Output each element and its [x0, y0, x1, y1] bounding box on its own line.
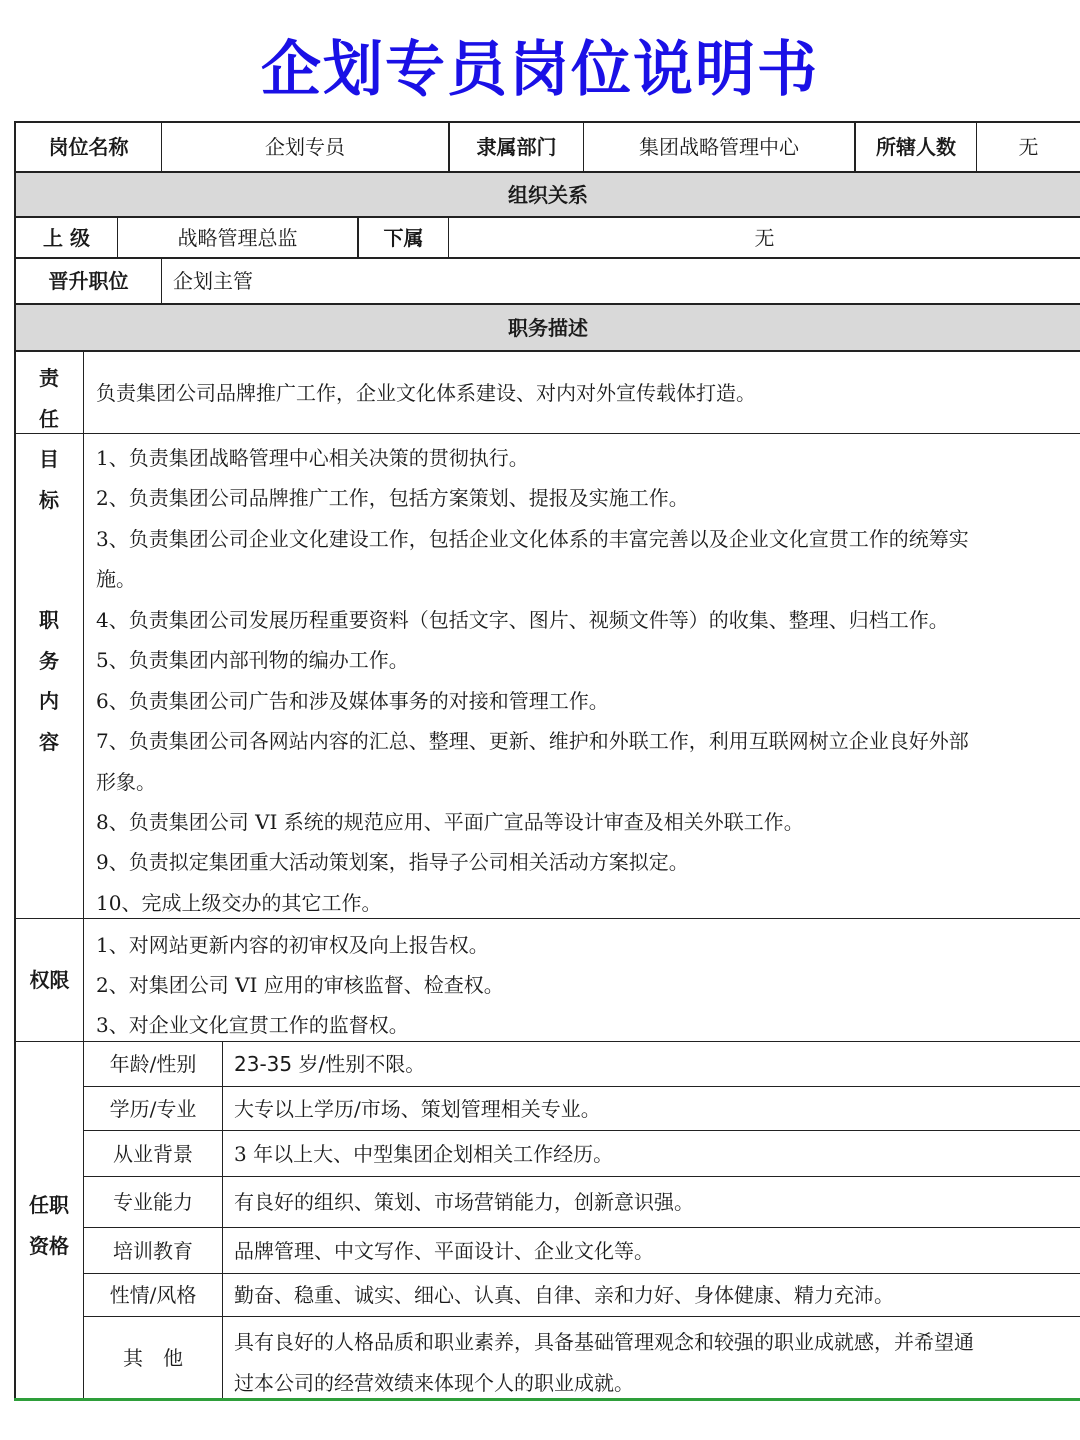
authority-label: 权限	[29, 968, 70, 992]
rule	[84, 1316, 1080, 1317]
qualification-row-value: 过本公司的经营效绩来体现个人的职业成就。	[234, 1371, 634, 1395]
promotion-value: 企划主管	[173, 269, 253, 293]
duty-item: 10、完成上级交办的其它工作。	[96, 891, 382, 915]
authority-item: 1、对网站更新内容的初审权及向上报告权。	[96, 933, 489, 957]
department-label: 隶属部门	[476, 135, 557, 159]
duty-item: 3、负责集团公司企业文化建设工作，包括企业文化体系的丰富完善以及企业文化宣贯工作的统筹实	[96, 527, 969, 551]
subordinate-value: 无	[754, 225, 775, 250]
staff-count-value: 无	[1018, 135, 1039, 159]
rule	[161, 257, 162, 304]
qualification-row-value: 勤奋、稳重、诚实、细心、认真、自律、亲和力好、身体健康、精力充沛。	[234, 1283, 894, 1307]
content-label-char: 容	[39, 729, 59, 754]
position-name-value: 企划专员	[265, 135, 345, 159]
goal-label-line: 责任	[39, 366, 59, 431]
duty-item: 4、负责集团公司发展历程重要资料（包括文字、图片、视频文件等）的收集、整理、归档工作。	[96, 608, 949, 632]
qualification-label-line: 任职	[29, 1193, 69, 1217]
qualification-row-value: 品牌管理、中文写作、平面设计、企业文化等。	[234, 1238, 654, 1263]
subordinate-label: 下属	[383, 225, 424, 250]
qualification-row-value: 具有良好的人格品质和职业素养，具备基础管理观念和较强的职业成就感，并希望通	[234, 1330, 974, 1354]
qualification-row-value: 23-35 岁/性别不限。	[234, 1052, 426, 1076]
content-label-char: 内	[39, 689, 59, 713]
authority-item: 3、对企业文化宣贯工作的监督权。	[96, 1013, 409, 1037]
qualification-label	[26, 1185, 72, 1266]
rule	[222, 1041, 223, 1399]
authority-item: 2、对集团公司 VI 应用的审核监督、检查权。	[96, 973, 504, 997]
qualification-row-label: 培训教育	[113, 1238, 193, 1263]
goal-text: 负责集团公司品牌推广工作，企业文化体系建设、对内对外宣传载体打造。	[96, 380, 756, 405]
department-value: 集团战略管理中心	[639, 135, 799, 159]
qualification-row-value: 大专以上学历/市场、策划管理相关专业。	[234, 1096, 601, 1121]
goal-label-line: 目标	[39, 447, 59, 512]
qualification-row-value: 有良好的组织、策划、市场营销能力，创新意识强。	[234, 1190, 694, 1214]
content-label	[34, 600, 64, 762]
duty-item: 2、负责集团公司品牌推广工作，包括方案策划、提报及实施工作。	[96, 486, 689, 510]
duty-item: 8、负责集团公司 VI 系统的规范应用、平面广宣品等设计审查及相关外联工作。	[96, 810, 804, 834]
qualification-row-label: 年龄/性别	[109, 1052, 197, 1076]
content-label-char: 务	[39, 648, 59, 673]
section-title-org: 组织关系	[508, 182, 588, 207]
section-title-duty: 职务描述	[508, 315, 588, 340]
position-name-label: 岗位名称	[48, 135, 129, 159]
duty-item: 形象。	[96, 770, 156, 794]
qualification-row-label: 其 他	[123, 1346, 183, 1370]
qualification-row-value: 3 年以上大、中型集团企划相关工作经历。	[234, 1141, 614, 1166]
bottom-rule	[14, 1398, 1080, 1401]
duty-item: 7、负责集团公司各网站内容的汇总、整理、更新、维护和外联工作，利用互联网树立企业良好外部	[96, 729, 969, 753]
duty-item: 施。	[96, 567, 136, 591]
qualification-row-label: 专业能力	[113, 1190, 193, 1214]
page-title: 企划专员岗位说明书	[261, 35, 819, 105]
superior-value: 战略管理总监	[177, 225, 298, 250]
promotion-label: 晋升职位	[48, 269, 129, 293]
qualification-row-label: 性情/风格	[109, 1283, 197, 1307]
duty-item: 9、负责拟定集团重大活动策划案，指导子公司相关活动方案拟定。	[96, 850, 689, 874]
superior-label: 上 级	[43, 225, 90, 250]
duty-item: 6、负责集团公司广告和涉及媒体事务的对接和管理工作。	[96, 689, 609, 713]
rule	[14, 433, 1080, 434]
goal-label	[34, 358, 64, 520]
qualification-row-label: 学历/专业	[109, 1096, 197, 1121]
content-label-char: 职	[39, 608, 59, 632]
duty-item: 1、负责集团战略管理中心相关决策的贯彻执行。	[96, 446, 529, 470]
duty-item: 5、负责集团内部刊物的编办工作。	[96, 648, 409, 672]
qualification-row-label: 从业背景	[113, 1141, 193, 1166]
staff-count-label: 所辖人数	[876, 135, 956, 159]
qualification-label-line: 资格	[29, 1233, 69, 1258]
